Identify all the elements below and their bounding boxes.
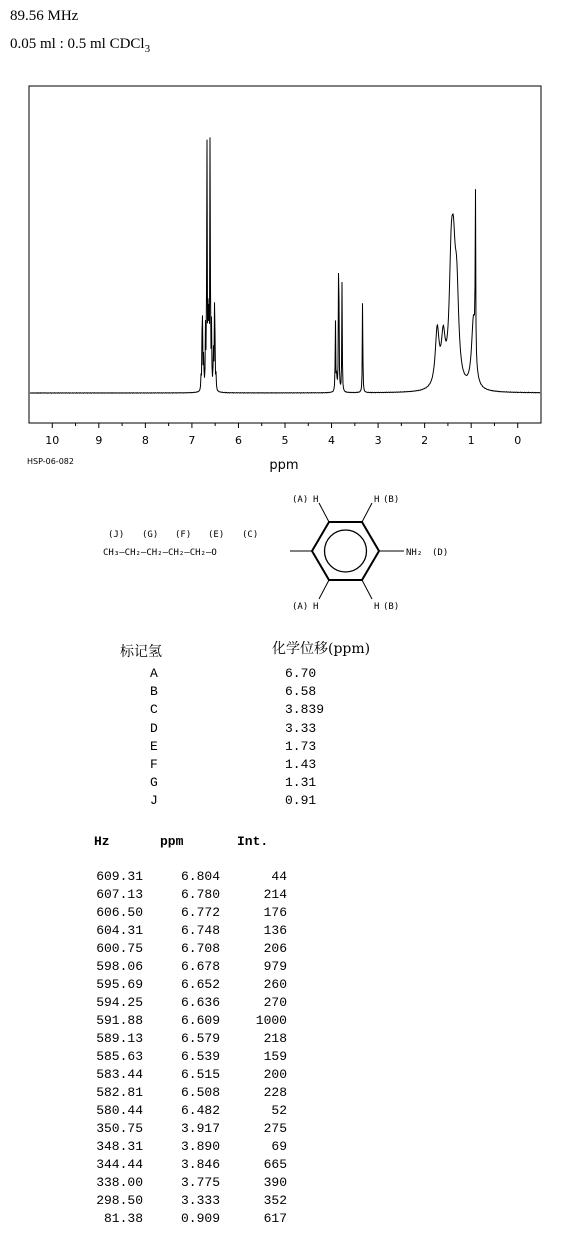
label-F: (F): [175, 530, 192, 540]
x-axis-label: ppm: [269, 458, 299, 473]
assignment-header-shift: 化学位移(ppm): [272, 641, 371, 657]
h-A-top: H: [313, 495, 319, 505]
peak-int: 390: [263, 1175, 287, 1190]
peak-hz: 298.50: [96, 1193, 143, 1208]
peak-hz: 582.81: [96, 1085, 143, 1100]
peak-hz: 607.13: [96, 887, 143, 902]
peak-int: 159: [263, 1049, 287, 1064]
peak-int: 617: [263, 1211, 287, 1226]
peak-ppm: 6.804: [180, 869, 220, 884]
peak-hz: 585.63: [96, 1049, 143, 1064]
x-tick-label: 3: [374, 434, 382, 447]
h-B-top: H: [374, 495, 380, 505]
peak-int: 69: [271, 1139, 287, 1154]
h-A-bottom: H: [313, 602, 319, 612]
assignment-shift: 6.58: [285, 684, 317, 700]
bond-HA-bottom: [319, 580, 329, 599]
assignment-label: J: [150, 793, 158, 809]
peak-ppm: 6.636: [180, 995, 220, 1010]
peak-hz: 350.75: [96, 1121, 143, 1136]
chain-labels: [108, 530, 258, 540]
x-tick-label: 2: [421, 434, 429, 447]
peak-int: 260: [263, 977, 287, 992]
assignment-shift: 1.31: [285, 775, 317, 791]
peak-ppm: 6.609: [180, 1013, 220, 1028]
bond-HB-bottom: [362, 580, 372, 599]
alkoxy-chain: CH₃—CH₂—CH₂—CH₂—CH₂—O: [103, 548, 217, 558]
peak-hz: 600.75: [96, 941, 143, 956]
assignment-label: F: [150, 757, 158, 772]
peak-int: 979: [263, 959, 287, 974]
assignment-header-label: 标记氢: [120, 644, 162, 660]
label-J: (J): [108, 530, 125, 540]
spectrum-code: HSP-06-082: [27, 457, 74, 466]
bond-HA-top: [319, 503, 329, 522]
assignment-label: E: [150, 738, 158, 754]
peak-hz: 338.00: [96, 1175, 143, 1190]
peak-hz: 598.06: [96, 959, 143, 974]
assignment-shift: 1.73: [285, 738, 317, 754]
assignment-shift: 0.91: [285, 793, 317, 809]
peak-int: 665: [263, 1157, 287, 1172]
peak-int: 200: [263, 1067, 287, 1082]
peak-hz: 606.50: [96, 905, 143, 920]
x-tick-label: 7: [188, 434, 196, 447]
peak-hz: 580.44: [96, 1103, 143, 1118]
x-tick-label: 8: [141, 434, 149, 447]
x-tick-label: 4: [328, 434, 336, 447]
assignment-shift: 1.43: [285, 757, 317, 772]
peak-hz: 348.31: [96, 1139, 143, 1154]
peak-ppm: 3.917: [180, 1121, 220, 1136]
label-D: (D): [432, 548, 449, 558]
solvent-subscript: 3: [144, 43, 151, 55]
assignment-label: B: [150, 684, 158, 700]
assignment-label: G: [150, 775, 158, 791]
peak-ppm: 6.482: [180, 1103, 220, 1118]
assignment-shift: 3.33: [285, 720, 317, 736]
peak-hz: 591.88: [96, 1013, 143, 1028]
peak-header-int: Int.: [237, 834, 269, 849]
label-A-top: (A): [292, 495, 309, 505]
peak-hz: 604.31: [96, 923, 143, 938]
peak-int: 136: [263, 923, 287, 938]
peak-hz: 583.44: [96, 1067, 143, 1082]
label-A-bottom: (A): [292, 602, 309, 612]
peak-int: 1000: [255, 1013, 287, 1028]
spectrometer-frequency: 89.56 MHz: [10, 8, 79, 24]
peak-hz: 589.13: [96, 1031, 143, 1046]
peak-ppm: 3.846: [180, 1157, 220, 1172]
peak-header-ppm: ppm: [160, 834, 184, 849]
label-G: (G): [142, 530, 159, 540]
peak-ppm: 3.333: [180, 1193, 220, 1208]
amine-group: NH₂: [406, 548, 423, 558]
peak-int: 206: [263, 941, 287, 956]
peak-int: 44: [271, 869, 287, 884]
peak-hz: 594.25: [96, 995, 143, 1010]
peak-int: 275: [263, 1121, 287, 1136]
label-B-bottom: (B): [383, 602, 400, 612]
peak-int: 352: [263, 1193, 287, 1208]
peak-ppm: 6.515: [180, 1067, 220, 1082]
peak-ppm: 6.780: [180, 887, 220, 902]
x-tick-label: 6: [234, 434, 242, 447]
peak-ppm: 0.909: [180, 1211, 220, 1226]
x-tick-label: 9: [95, 434, 103, 447]
label-B-top: (B): [383, 495, 400, 505]
peak-hz: 344.44: [96, 1157, 143, 1172]
peak-int: 218: [263, 1031, 287, 1046]
assignment-shift: 6.70: [285, 666, 317, 681]
peak-ppm: 3.890: [180, 1139, 220, 1154]
x-tick-label: 10: [45, 434, 60, 447]
label-C: (C): [242, 530, 259, 540]
x-tick-label: 5: [281, 434, 289, 447]
peak-ppm: 6.708: [180, 941, 220, 956]
peak-int: 270: [263, 995, 287, 1010]
peak-ppm: 6.579: [180, 1031, 220, 1046]
peak-int: 214: [263, 887, 287, 902]
bond-HB-top: [362, 503, 372, 522]
solvent-text: 0.05 ml : 0.5 ml CDCl: [10, 36, 145, 52]
peak-ppm: 6.772: [180, 905, 220, 920]
label-E: (E): [208, 530, 225, 540]
peak-ppm: 3.775: [180, 1175, 220, 1190]
assignment-label: C: [150, 702, 158, 718]
peak-header-hz: Hz: [94, 834, 110, 849]
peak-ppm: 6.508: [180, 1085, 220, 1100]
benzene-ring: [312, 522, 379, 580]
peak-hz: 595.69: [96, 977, 143, 992]
x-tick-label: 1: [467, 434, 475, 447]
peak-ppm: 6.652: [180, 977, 220, 992]
peak-hz: 81.38: [103, 1211, 143, 1226]
peak-ppm: 6.678: [180, 959, 220, 974]
peak-int: 228: [263, 1085, 287, 1100]
peak-int: 52: [271, 1103, 287, 1118]
assignment-label: D: [150, 720, 158, 736]
x-tick-label: 0: [514, 434, 522, 447]
aromatic-circle: [325, 530, 367, 572]
peak-int: 176: [263, 905, 287, 920]
peak-ppm: 6.539: [180, 1049, 220, 1064]
peak-ppm: 6.748: [180, 923, 220, 938]
assignment-label: A: [150, 666, 158, 681]
assignment-shift: 3.839: [285, 702, 325, 718]
peak-hz: 609.31: [96, 869, 143, 884]
h-B-bottom: H: [374, 602, 380, 612]
